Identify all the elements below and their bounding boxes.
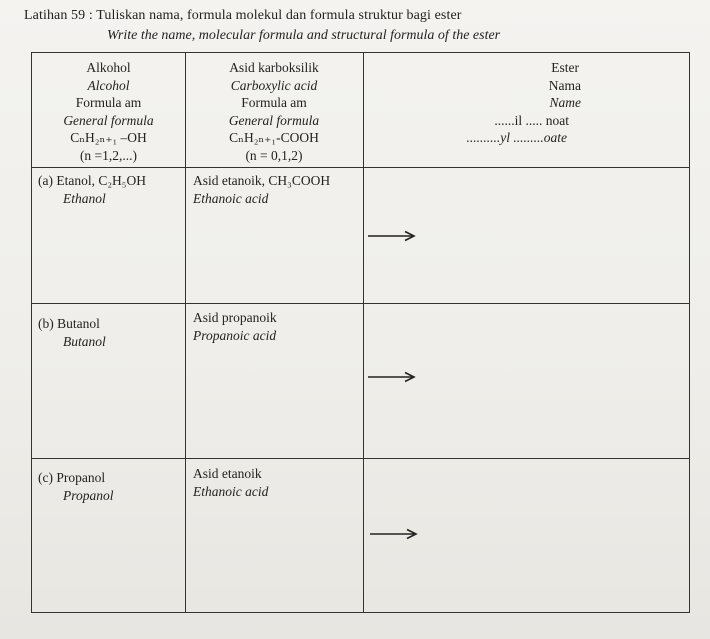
header-acid-formula-label: Formula am [241, 95, 307, 110]
row-a-acid-en: Ethanoic acid [193, 190, 269, 206]
row-b-acid [193, 309, 277, 344]
row-c-alcohol-ms: (c) Propanol [38, 470, 106, 485]
row-c-acid-ms: Asid etanoik [193, 466, 262, 481]
row-divider-2 [32, 458, 689, 459]
header-alcohol-en: Alcohol [87, 77, 130, 93]
header-alcohol-ms: Alkohol [86, 60, 131, 75]
header-alcohol-formula-label: Formula am [75, 95, 142, 110]
header-acid-formula: CₙH₂ₙ₊₁-COOH [229, 130, 319, 145]
header-acid-general-formula: General formula [228, 112, 320, 128]
row-b-alcohol-ms: (b) Butanol [38, 316, 100, 331]
right-arrow-icon [369, 528, 419, 540]
row-b-acid-en: Propanoic acid [193, 327, 277, 343]
row-c-acid-en: Ethanoic acid [193, 483, 269, 499]
row-a-alcohol-ms: (a) Etanol, C₂H₅OH [38, 173, 147, 188]
row-a-alcohol [38, 172, 146, 207]
header-ester-nama: Nama [548, 77, 581, 93]
row-a-alcohol-en: Ethanol [63, 190, 106, 206]
row-a-acid [193, 172, 330, 207]
header-ester [363, 59, 689, 147]
ester-table [31, 52, 690, 613]
header-acid-range: (n = 0,1,2) [245, 147, 303, 163]
exercise-title: Latihan 59 : Tuliskan nama, formula molekul dan formula struktur bagi ester [24, 8, 462, 23]
row-b-alcohol-en: Butanol [63, 333, 106, 349]
header-alcohol [32, 59, 185, 164]
row-c-acid [193, 465, 268, 500]
header-alcohol-range: (n =1,2,...) [79, 147, 138, 163]
header-ester-name: Name [549, 95, 581, 110]
header-ester-title: Ester [551, 60, 579, 75]
row-b-alcohol [38, 315, 106, 350]
row-a-acid-ms: Asid etanoik, CH₃COOH [193, 173, 331, 188]
row-b-acid-ms: Asid propanoik [193, 310, 277, 325]
header-ester-template-ms: ......il ..... noat [494, 112, 569, 128]
header-acid-ms: Asid karboksilik [229, 60, 319, 75]
right-arrow-icon [367, 230, 417, 242]
header-alcohol-formula: CₙH₂ₙ₊₁ –OH [70, 130, 147, 145]
header-ester-template-en: ..........yl .........oate [466, 130, 567, 145]
row-divider-1 [32, 303, 689, 304]
header-acid-en: Carboxylic acid [230, 77, 318, 93]
right-arrow-icon [367, 371, 417, 383]
header-divider [32, 167, 689, 168]
exercise-subtitle: Write the name, molecular formula and structural formula of the ester [107, 28, 501, 43]
header-acid [185, 59, 363, 164]
header-alcohol-general-formula: General formula [63, 112, 154, 128]
row-c-alcohol [38, 469, 114, 504]
row-c-alcohol-en: Propanol [63, 487, 114, 503]
